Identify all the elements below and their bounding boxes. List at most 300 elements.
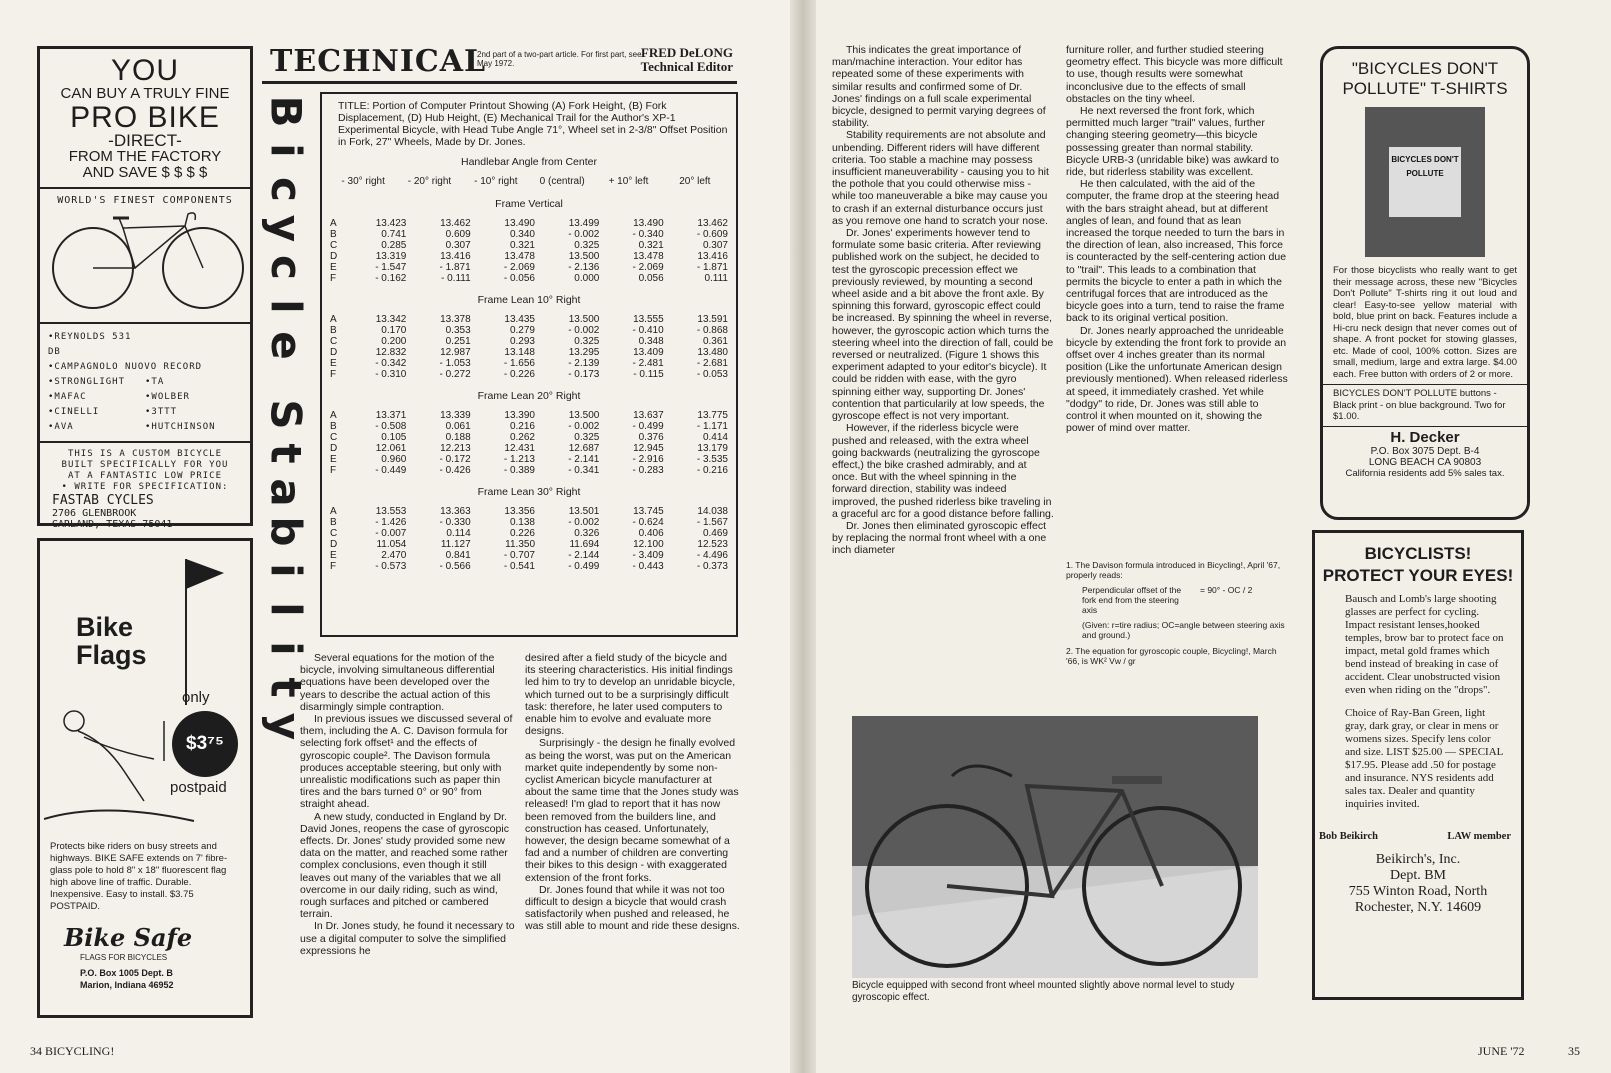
list-item bbox=[145, 330, 242, 360]
ad-title: Bike bbox=[76, 612, 134, 642]
table-cell: 13.500 bbox=[568, 410, 600, 421]
table-cell: - 0.566 bbox=[439, 561, 471, 572]
table-title: TITLE: Portion of Computer Printout Showing (A) Fork Height, (B) Fork Displacement, (D) Hub Height, (E) Mechanical Trail for the Author's XP-1 Experimental Bicycle, with Head Tube Angle 71°, Wheel set in 2-3/8" Offset Position in Fork, 27" Wheels, Made by Dr. Jones. bbox=[338, 100, 728, 148]
brand-logo: Bike Safe bbox=[64, 923, 193, 952]
table-cell: 0.414 bbox=[702, 432, 728, 443]
title-letter: l bbox=[261, 299, 311, 314]
table-cell: - 0.283 bbox=[632, 465, 664, 476]
table-cell: - 0.426 bbox=[439, 465, 471, 476]
ad-line: AT A FANTASTIC LOW PRICE bbox=[67, 471, 223, 481]
table-column-headers bbox=[330, 176, 728, 188]
table-cell: - 0.111 bbox=[441, 273, 471, 284]
table-cell: - 0.342 bbox=[375, 358, 407, 369]
ad-line: FROM THE FACTORY bbox=[68, 148, 222, 165]
table-cell: 13.591 bbox=[697, 314, 728, 325]
paragraph: He next reversed the front fork, which permitted much larger "trail" values, further changing steering geometry—this bicycle possessing greater than normal stability. Bicycle URB-3 (unridable bike) was awkard to ride, but riderless stability was excellent. bbox=[1066, 105, 1279, 179]
table-cell: F bbox=[330, 465, 337, 476]
section-header: Frame Lean 20° Right bbox=[477, 390, 581, 402]
ad-line: -DIRECT- bbox=[108, 131, 182, 150]
table-cell: 13.339 bbox=[440, 410, 471, 421]
table-cell: - 0.443 bbox=[632, 561, 664, 572]
brand-subtitle: FLAGS FOR BICYCLES bbox=[80, 953, 168, 962]
table-cell: 13.637 bbox=[633, 410, 664, 421]
table-cell: - 0.868 bbox=[696, 325, 728, 336]
table-cell: - 0.002 bbox=[568, 325, 600, 336]
column-header: - 10° right bbox=[474, 176, 518, 187]
table-cell: - 4.496 bbox=[696, 550, 728, 561]
list-item: •CAMPAGNOLO NUOVO RECORD bbox=[48, 362, 203, 372]
paragraph: He then calculated, with the aid of the computer, the frame drop at the steering head with the bars straight ahead, but at different angles of lean, and found that as lean increased the torque needed to turn the bars in the direction of lean, also increased, This force is counteracted by the self-centering action due to "trail". This leads to a combination that permits the bicycle to enter a path in which the centrifugal forces that are introduced as the bicycle goes into a turn, tend to raise the frame back to its original vertical position. bbox=[1066, 178, 1287, 325]
title-letter: c bbox=[261, 255, 311, 280]
table-cell: 0.307 bbox=[445, 240, 471, 251]
table-cell: - 0.162 bbox=[375, 273, 407, 284]
table-row bbox=[330, 539, 728, 550]
ad-title: Flags bbox=[76, 640, 147, 670]
table-cell: - 2.141 bbox=[568, 454, 600, 465]
table-cell: 13.499 bbox=[568, 218, 600, 229]
table-cell: - 0.172 bbox=[439, 454, 471, 465]
table-cell: 0.321 bbox=[509, 240, 535, 251]
ad-title: BICYCLISTS! bbox=[1364, 544, 1472, 563]
list-item: •HUTCHINSON bbox=[145, 422, 216, 432]
table-row bbox=[330, 432, 728, 443]
table-cell: 0.376 bbox=[638, 432, 664, 443]
address-line: P.O. Box 1005 Dept. B bbox=[80, 968, 173, 978]
ad-line: CAN BUY A TRULY FINE bbox=[60, 85, 230, 102]
title-letter: B bbox=[261, 95, 311, 128]
table-cell: 13.500 bbox=[568, 314, 600, 325]
table-cell: 0.326 bbox=[574, 528, 600, 539]
table-row bbox=[330, 314, 728, 325]
table-cell: - 0.573 bbox=[375, 561, 407, 572]
table-cell: - 0.609 bbox=[696, 229, 728, 240]
table-cell: - 0.002 bbox=[568, 517, 600, 528]
title-letter: b bbox=[261, 516, 311, 547]
price-badge: $3⁷⁵ bbox=[172, 711, 238, 777]
footnotes bbox=[1066, 560, 1288, 666]
page-number: 35 bbox=[1568, 1044, 1580, 1058]
address-line: Rochester, N.Y. 14609 bbox=[1354, 900, 1482, 915]
table-row bbox=[330, 240, 728, 251]
page-folio: JUNE '72 bbox=[1478, 1044, 1525, 1058]
table-cell: 13.478 bbox=[633, 251, 664, 262]
table-cell: - 0.002 bbox=[568, 229, 600, 240]
table-cell: C bbox=[330, 336, 338, 347]
title-letter: i bbox=[261, 641, 311, 656]
table-cell: - 1.547 bbox=[375, 262, 407, 273]
footnote: 1. The Davison formula introduced in Bicycling!, April '67, properly reads: bbox=[1066, 560, 1281, 580]
table-cell: 0.061 bbox=[445, 421, 471, 432]
table-row bbox=[330, 262, 728, 273]
table-cell: 13.555 bbox=[633, 314, 664, 325]
table-cell: F bbox=[330, 561, 337, 572]
membership: LAW member bbox=[1447, 831, 1511, 842]
table-cell: 11.127 bbox=[440, 539, 471, 550]
table-cell: E bbox=[330, 262, 337, 273]
ad-title: "BICYCLES DON'T POLLUTE" T-SHIRTS bbox=[1342, 59, 1508, 98]
table-cell: 0.741 bbox=[381, 229, 407, 240]
table-cell: 13.378 bbox=[440, 314, 471, 325]
footnote-formula: Perpendicular offset of the fork end from the steering axis bbox=[1082, 585, 1182, 615]
table-cell: B bbox=[330, 325, 337, 336]
table-cell: 13.416 bbox=[440, 251, 471, 262]
list-item: •AVA bbox=[48, 422, 74, 432]
table-row bbox=[330, 517, 728, 528]
flag-icon bbox=[180, 555, 230, 705]
paragraph: desired after a field study of the bicycle and its steering characteristics. His initial findings led him to try to develop an unridable bicycle, which turned out to be a surprisingly difficult task: therefore, he later used computers to enable him to evolve and evaluate more designs. bbox=[525, 652, 736, 738]
table-cell: 12.832 bbox=[375, 347, 407, 358]
table-cell: - 0.410 bbox=[632, 325, 664, 336]
author-name: FRED DeLONG bbox=[640, 45, 733, 60]
price-label: only bbox=[182, 689, 210, 706]
ad-line: • WRITE FOR SPECIFICATION: bbox=[61, 482, 229, 492]
table-cell: 0.170 bbox=[381, 325, 407, 336]
table-cell: 0.138 bbox=[509, 517, 535, 528]
title-letter: e bbox=[261, 331, 311, 360]
ad-body: BICYCLES DON'T POLLUTE buttons - Black print - on blue background. Two for $1.00. bbox=[1323, 384, 1527, 426]
ad-line: YOU bbox=[110, 54, 179, 87]
table-row bbox=[330, 229, 728, 240]
shirt-print: BICYCLES DON'T POLLUTE bbox=[1389, 147, 1461, 217]
section-header: Frame Vertical bbox=[495, 198, 563, 210]
title-letter: i bbox=[261, 143, 311, 158]
table-cell: - 2.139 bbox=[568, 358, 600, 369]
table-row bbox=[330, 358, 728, 369]
cyclist-illustration-icon bbox=[44, 701, 204, 831]
paragraph: Surprisingly - the design he finally evolved as being the worst, was put on the American market quite independently by some non-cyclist American bicycle manufacturer at about the same time that the Jones study was released! I'm glad to report that it has now been removed from the builders line, and construction has ceased. Unfortunately, however, the design became somewhat of a fad and a number of children are converting their bikes to this design - with exaggerated extension of the front forks. bbox=[525, 737, 739, 884]
table-cell: 0.609 bbox=[445, 229, 471, 240]
table-cell: 13.501 bbox=[568, 506, 600, 517]
table-row bbox=[330, 410, 728, 421]
table-cell: - 0.499 bbox=[568, 561, 600, 572]
table-cell: 13.423 bbox=[375, 218, 407, 229]
list-item: •CINELLI bbox=[48, 407, 100, 417]
bicycle-photo bbox=[852, 716, 1258, 978]
table-cell: 0.188 bbox=[445, 432, 471, 443]
table-cell: 0.325 bbox=[574, 432, 600, 443]
table-cell: A bbox=[330, 314, 337, 325]
table-cell: - 0.499 bbox=[632, 421, 664, 432]
paragraph: In previous issues we discussed several of them, including the A. C. Davison formula for selecting fork offset¹ and the effects of gyroscopic couple². The Davison formula produces acceptable steering, but only with unrealistic modifications such as paper thin tires and the bars turned 0° or 90° from straight ahead. bbox=[300, 713, 513, 811]
table-cell: 13.416 bbox=[697, 251, 728, 262]
paragraph: Several equations for the motion of the bicycle, involving simultaneous differential equations have been developed over the years to describe the actual action of this disarmingly simple contraption. bbox=[300, 652, 495, 713]
section-title: TECHNICAL bbox=[270, 44, 487, 79]
table-cell: 11.350 bbox=[505, 539, 535, 550]
author-title: Technical Editor bbox=[640, 59, 733, 74]
table-cell: A bbox=[330, 506, 337, 517]
price-label: postpaid bbox=[170, 779, 227, 796]
table-cell: 12.100 bbox=[633, 539, 664, 550]
table-cell: 13.775 bbox=[697, 410, 728, 421]
table-cell: 12.987 bbox=[440, 347, 471, 358]
column-header: - 30° right bbox=[341, 176, 385, 187]
paragraph: Dr. Jones' experiments however tend to formulate some basic criteria. After reviewing published work on the subject, he decided to test the gyroscopic precession effect we previously reviewed, by mounting a second wheel aside and a bit above the front axle. By spinning this forward, gyroscopic effect could be increased. By spinning the wheel in reverse, however, the gyroscopic action which turns the steering wheel into the direction of fall, could be reversed or neutralized. (Figure 1 shows this experiment adapted to your editor's bicycle). It could be ridden with ease, with the gyro spinning either way, supporting Dr. Jones' contention that particularily at low speeds, the gyroscope effect is not very important. bbox=[832, 227, 1054, 423]
table-row bbox=[330, 421, 728, 432]
table-cell: 0.340 bbox=[509, 229, 535, 240]
list-item: •TA bbox=[145, 377, 165, 387]
page-folio: 34 BICYCLING! bbox=[30, 1044, 115, 1058]
table-cell: 0.111 bbox=[704, 273, 728, 284]
table-cell: - 0.373 bbox=[696, 561, 728, 572]
table-cell: - 1.171 bbox=[696, 421, 728, 432]
article-column-3 bbox=[832, 44, 1054, 557]
company-name: FASTAB CYCLES bbox=[52, 493, 154, 508]
table-cell: D bbox=[330, 347, 338, 358]
table-cell: 12.213 bbox=[440, 443, 471, 454]
table-cell: 11.054 bbox=[376, 539, 407, 550]
company-name: Beikirch's, Inc. bbox=[1375, 852, 1461, 867]
table-cell: 14.038 bbox=[697, 506, 728, 517]
ad-body: Protects bike riders on busy streets and highways. BIKE SAFE extends on 7' fibre-glass pole to hold 8" x 18" fluorescent flag high above line of traffic. Durable. Inexpensive. Easy to install. $3.75 POSTPAID. bbox=[50, 841, 228, 912]
table-cell: - 0.216 bbox=[696, 465, 728, 476]
table-cell: - 2.136 bbox=[568, 262, 600, 273]
article-column-1 bbox=[300, 652, 517, 957]
table-cell: - 0.541 bbox=[503, 561, 535, 572]
table-cell: D bbox=[330, 539, 338, 550]
paragraph: Dr. Jones nearly approached the unrideable bicycle by extending the front fork to provide an offset over 4 inches greater than its normal position (Like the unfortunate American design previously mentioned). When released riderless at speed, it immediately crashed. Yet while "dodgy" to ride, Dr. Jones was still able to control it when mounted on it, showing the power of mind over matter. bbox=[1066, 324, 1288, 435]
list-item: •MAFAC bbox=[48, 392, 87, 402]
ad-title: PROTECT YOUR EYES! bbox=[1322, 566, 1514, 585]
divider bbox=[40, 441, 250, 443]
table-row bbox=[330, 465, 728, 476]
table-cell: - 0.272 bbox=[439, 369, 471, 380]
table-cell: - 1.871 bbox=[439, 262, 471, 273]
title-letter: t bbox=[261, 443, 311, 464]
table-cell: - 0.310 bbox=[375, 369, 407, 380]
paragraph: However, if the riderless bicycle were pushed and released, with the extra wheel going backwards (neutralizing the gyroscope effect,) the bike crashed admirably, and at once. But with the wheel spinning in the forward direction, stability was indeed improved, the pushed riderless bike traveling in a graceful arc for a good distance before falling. bbox=[832, 422, 1054, 520]
table-cell: - 0.173 bbox=[568, 369, 600, 380]
table-cell: - 0.624 bbox=[632, 517, 664, 528]
table-cell: 0.325 bbox=[574, 240, 600, 251]
table-cell: - 0.449 bbox=[375, 465, 407, 476]
table-cell: - 1.426 bbox=[375, 517, 407, 528]
table-cell: - 0.707 bbox=[503, 550, 535, 561]
table-cell: 0.000 bbox=[574, 273, 600, 284]
table-cell: 0.361 bbox=[702, 336, 728, 347]
table-cell: 0.056 bbox=[638, 273, 664, 284]
table-cell: E bbox=[330, 550, 337, 561]
table-cell: 12.945 bbox=[633, 443, 664, 454]
printout-table bbox=[320, 92, 738, 637]
table-cell: B bbox=[330, 517, 337, 528]
ad-body: Bausch and Lomb's large shooting glasses are perfect for cycling. Impact resistant lenses,hooked temples, brow bar to protect face on impact, metal gold frames which bend instead of breaking in case of accident. Clear unobstructed vision even when riding on the "drops". bbox=[1345, 593, 1504, 696]
table-header: Handlebar Angle from Center bbox=[461, 156, 597, 168]
table-cell: 13.295 bbox=[568, 347, 600, 358]
ad-line: WORLD'S FINEST COMPONENTS bbox=[57, 195, 233, 206]
table-cell: 13.745 bbox=[633, 506, 664, 517]
address-line: P.O. Box 3075 Dept. B-4 bbox=[1370, 445, 1480, 457]
column-header: 0 (central) bbox=[539, 176, 585, 187]
signature: Bob Beikirch bbox=[1319, 831, 1379, 842]
table-cell: 0.307 bbox=[702, 240, 728, 251]
table-cell: E bbox=[330, 358, 337, 369]
table-cell: B bbox=[330, 421, 337, 432]
section-header: Frame Lean 30° Right bbox=[477, 486, 581, 498]
table-cell: 0.226 bbox=[509, 528, 535, 539]
table-cell: 13.371 bbox=[375, 410, 407, 421]
table-cell: 13.363 bbox=[440, 506, 471, 517]
table-cell: 0.960 bbox=[381, 454, 407, 465]
table-sections bbox=[330, 198, 728, 572]
table-cell: 12.687 bbox=[568, 443, 600, 454]
title-letter: y bbox=[261, 214, 311, 243]
title-letter: a bbox=[261, 478, 311, 507]
table-cell: - 0.115 bbox=[633, 369, 664, 380]
ad-body: For those bicyclists who really want to get their message across, these new "Bicycles Don't Pollute" T-shirts ring it out loud and clear! Easy-to-see yellow material with bold, blue print on back. Features include a Hi-cru neck design that never comes out of shape. A front pocket for stowing glasses, etc. Made of cool, 100% cotton. Sizes are small, medium, large and extra large. $4.00 each. Free button with orders of 2 or more. bbox=[1333, 265, 1517, 380]
address-line: LONG BEACH CA 90803 bbox=[1368, 456, 1482, 468]
title-letter: y bbox=[261, 712, 311, 741]
bike-flags-ad bbox=[37, 538, 253, 1018]
address-line: GARLAND, TEXAS 75041 bbox=[52, 519, 173, 530]
table-cell: 2.470 bbox=[381, 550, 407, 561]
table-cell: A bbox=[330, 218, 337, 229]
address-line: 755 Winton Road, North bbox=[1348, 884, 1488, 899]
table-cell: - 3.535 bbox=[696, 454, 728, 465]
list-item: •WOLBER bbox=[145, 392, 190, 402]
address-line: Marion, Indiana 46952 bbox=[80, 980, 174, 990]
fastab-ad bbox=[37, 46, 253, 530]
table-cell: - 0.053 bbox=[696, 369, 728, 380]
table-row bbox=[330, 369, 728, 380]
table-row bbox=[330, 443, 728, 454]
table-cell: 13.553 bbox=[375, 506, 407, 517]
table-row bbox=[330, 336, 728, 347]
table-cell: 0.251 bbox=[445, 336, 471, 347]
table-cell: - 1.053 bbox=[439, 358, 471, 369]
table-cell: 12.061 bbox=[375, 443, 407, 454]
table-cell: - 2.069 bbox=[503, 262, 535, 273]
table-row bbox=[330, 251, 728, 262]
footnote: (Given: r=tire radius; OC=angle between steering axis and ground.) bbox=[1082, 620, 1285, 640]
table-row bbox=[330, 273, 728, 284]
table-cell: - 0.056 bbox=[503, 273, 535, 284]
table-cell: C bbox=[330, 528, 338, 539]
address-line: 2706 GLENBROOK bbox=[52, 508, 137, 519]
title-letter: i bbox=[261, 563, 311, 578]
components-list bbox=[40, 330, 250, 435]
column-header: - 20° right bbox=[407, 176, 452, 187]
table-row bbox=[330, 218, 728, 229]
table-row bbox=[330, 561, 728, 572]
table-cell: - 1.567 bbox=[696, 517, 728, 528]
table-cell: 0.406 bbox=[638, 528, 664, 539]
column-header: 20° left bbox=[679, 176, 711, 187]
paragraph: This indicates the great importance of man/machine interaction. Your editor has repeated some of these experiments with similar results and confirmed some of Dr. Jones' findings on a full scale experimental bicycle, designed to permit varying degrees of stability. bbox=[832, 44, 1046, 130]
list-item: •3TTT bbox=[145, 407, 178, 417]
table-cell: 13.462 bbox=[440, 218, 471, 229]
table-cell: 13.435 bbox=[504, 314, 535, 325]
paragraph: Dr. Jones found that while it was not too difficult to design a bicycle that would crash satisfactorily when pushed and released, he was still able to mount and ride these designs. bbox=[525, 883, 740, 933]
article-column-2 bbox=[525, 652, 740, 933]
table-cell: 0.105 bbox=[381, 432, 407, 443]
ad-line: AND SAVE $ $ $ $ bbox=[82, 164, 208, 181]
table-cell: - 0.007 bbox=[375, 528, 407, 539]
photo-caption: Bicycle equipped with second front wheel mounted slightly above normal level to study gyroscopic effect. bbox=[852, 980, 1235, 1003]
table-cell: - 1.656 bbox=[503, 358, 535, 369]
series-note: 2nd part of a two-part article. For first part, see May 1972. bbox=[477, 50, 642, 68]
tshirt-ad bbox=[1320, 46, 1530, 520]
list-item: •REYNOLDS 531 DB bbox=[48, 332, 132, 357]
table-cell: 13.462 bbox=[697, 218, 728, 229]
title-letter: t bbox=[261, 677, 311, 698]
table-row bbox=[330, 347, 728, 358]
list-item: •STRONGLIGHT bbox=[48, 377, 126, 387]
table-cell: 13.490 bbox=[504, 218, 535, 229]
table-cell: 13.342 bbox=[375, 314, 407, 325]
table-cell: - 0.389 bbox=[503, 465, 535, 476]
table-cell: 0.348 bbox=[638, 336, 664, 347]
table-cell: - 0.340 bbox=[632, 229, 664, 240]
divider bbox=[40, 187, 250, 189]
table-cell: - 0.508 bbox=[375, 421, 407, 432]
table-cell: 0.114 bbox=[446, 528, 471, 539]
table-cell: - 2.144 bbox=[568, 550, 600, 561]
table-cell: 13.356 bbox=[504, 506, 535, 517]
ad-body: Choice of Ray-Ban Green, light gray, dark gray, or clear in mens or womens sizes. Specify lens color and size. LIST $25.00 — SPECIAL $17.95. Please add .50 for postage and insurance. NYS residents add sales tax. Dealer and quantity inquiries invited. bbox=[1345, 707, 1503, 810]
table-cell: - 2.481 bbox=[632, 358, 664, 369]
table-cell: 13.319 bbox=[375, 251, 407, 262]
section-header: Frame Lean 10° Right bbox=[477, 294, 581, 306]
ad-line: PRO BIKE bbox=[70, 101, 220, 134]
table-cell: C bbox=[330, 240, 338, 251]
table-row bbox=[330, 550, 728, 561]
table-cell: - 0.002 bbox=[568, 421, 600, 432]
table-cell: 13.500 bbox=[568, 251, 600, 262]
table-cell: 12.431 bbox=[504, 443, 535, 454]
table-cell: - 0.226 bbox=[503, 369, 535, 380]
article-column-4 bbox=[1066, 44, 1288, 435]
table-cell: C bbox=[330, 432, 338, 443]
table-cell: E bbox=[330, 454, 337, 465]
table-cell: - 1.213 bbox=[503, 454, 535, 465]
title-letter: c bbox=[261, 177, 311, 202]
table-row bbox=[330, 454, 728, 465]
paragraph: Dr. Jones then eliminated gyroscopic effect by replacing the normal front wheel with a one inch diameter bbox=[832, 519, 1047, 557]
paragraph: In Dr. Jones study, he found it necessary to use a digital computer to solve the simplified expressions he bbox=[300, 920, 515, 957]
table-cell: - 1.871 bbox=[696, 262, 728, 273]
address-line: Dept. BM bbox=[1390, 868, 1446, 883]
table-cell: - 0.341 bbox=[568, 465, 600, 476]
table-row bbox=[330, 325, 728, 336]
table-cell: 11.694 bbox=[569, 539, 600, 550]
table-cell: 12.523 bbox=[697, 539, 728, 550]
table-cell: 0.321 bbox=[638, 240, 664, 251]
table-cell: - 0.330 bbox=[439, 517, 471, 528]
paragraph: furniture roller, and further studied steering geometry effect. This bicycle was more difficult to use, though results were somewhat inconclusive due to the effects of small obstacles on the tiny wheel. bbox=[1066, 44, 1283, 105]
table-cell: F bbox=[330, 273, 337, 284]
footnote: 2. The equation for gyroscopic couple, Bicycling!, March '66, is WK² Vw / gr bbox=[1066, 646, 1277, 666]
table-cell: 0.325 bbox=[574, 336, 600, 347]
table-row bbox=[330, 506, 728, 517]
table-cell: 0.262 bbox=[509, 432, 535, 443]
table-cell: 0.285 bbox=[381, 240, 407, 251]
table-cell: - 2.069 bbox=[632, 262, 664, 273]
ad-line: THIS IS A CUSTOM BICYCLE bbox=[67, 449, 223, 459]
table-cell: 0.293 bbox=[509, 336, 535, 347]
bicycle-illustration-icon bbox=[45, 206, 245, 311]
table-cell: 13.478 bbox=[504, 251, 535, 262]
table-cell: 13.148 bbox=[504, 347, 535, 358]
table-cell: 13.390 bbox=[504, 410, 535, 421]
table-cell: F bbox=[330, 369, 337, 380]
ad-line: BUILT SPECIFICALLY FOR YOU bbox=[61, 460, 229, 470]
address-line: California residents add 5% sales tax. bbox=[1345, 467, 1505, 479]
table-cell: 0.200 bbox=[381, 336, 407, 347]
article-header bbox=[262, 44, 737, 84]
table-row bbox=[330, 528, 728, 539]
table-cell: 13.480 bbox=[697, 347, 728, 358]
title-letter: l bbox=[261, 602, 311, 617]
